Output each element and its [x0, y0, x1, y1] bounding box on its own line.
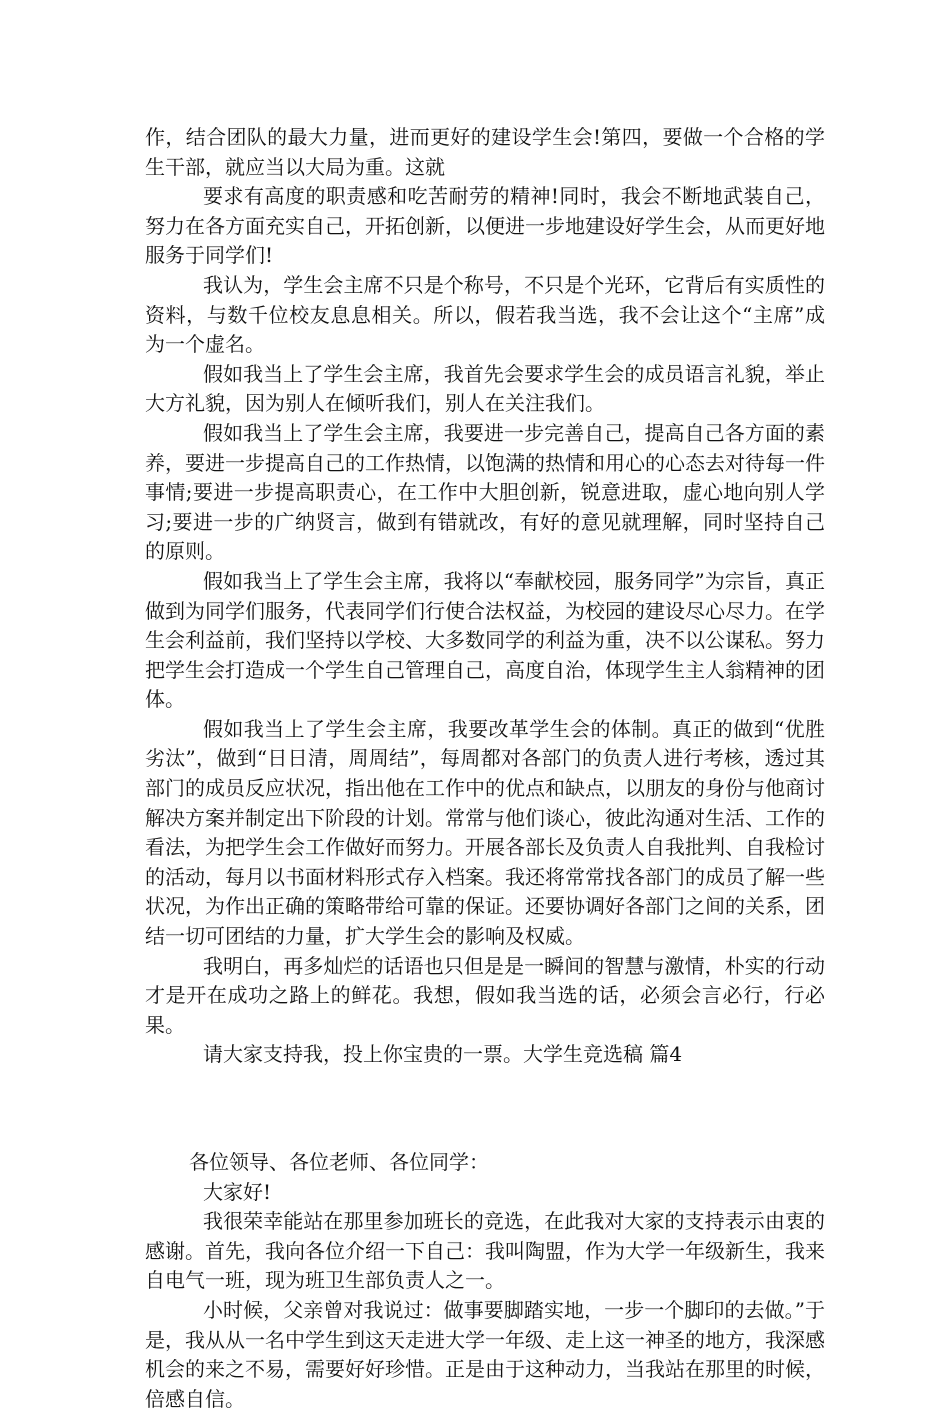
paragraph: 我明白，再多灿烂的话语也只但是是一瞬间的智慧与激情，朴实的行动才是开在成功之路上的鲜花。我想，假如我当选的话，必须会言必行，行必果。 — [145, 953, 825, 1037]
salutation: 各位领导、各位老师、各位同学： — [189, 1150, 489, 1174]
document-body — [145, 123, 825, 1414]
paragraph: 要求有高度的职责感和吃苦耐劳的精神!同时，我会不断地武装自己，努力在各方面充实自己，开拓创新，以便进一步地建设好学生会，从而更好地服务于同学们! — [145, 184, 825, 268]
section-spacer — [145, 1070, 825, 1148]
paragraph: 假如我当上了学生会主席，我将以“奉献校园，服务同学”为宗旨，真正做到为同学们服务，代表同学们行使合法权益，为校园的建设尽心尽力。在学生会利益前，我们坚持以学校、大多数同学的利益为重，决不以公谋私。努力把学生会打造成一个学生自己管理自己，高度自治，体现学生主人翁精神的团体。 — [145, 568, 825, 712]
paragraph: 我很荣幸能站在那里参加班长的竞选，在此我对大家的支持表示由衷的感谢。首先，我向各位介绍一下自己：我叫陶盟，作为大学一年级新生，我来自电气一班，现为班卫生部负责人之一。 — [145, 1209, 825, 1293]
paragraph: 假如我当上了学生会主席，我要进一步完善自己，提高自己各方面的素养，要进一步提高自己的工作热情，以饱满的热情和用心的心态去对待每一件事情;要进一步提高职责心，在工作中大胆创新，锐意进取，虚心地向别人学习;要进一步的广纳贤言，做到有错就改，有好的意见就理解，同时坚持自己的原则。 — [145, 420, 825, 564]
paragraph: 假如我当上了学生会主席，我要改革学生会的体制。真正的做到“优胜劣汰”，做到“日日清，周周结”，每周都对各部门的负责人进行考核，透过其部门的成员反应状况，指出他在工作中的优点和缺点，以朋友的身份与他商讨解决方案并制定出下阶段的计划。常常与他们谈心，彼此沟通对生活、工作的看法，为把学生会工作做好而努力。开展各部长及负责人自我批判、自我检讨的活动，每月以书面材料形式存入档案。我还将常常找各部门的成员了解一些状况，为作出正确的策略带给可靠的保证。还要协调好各部门之间的关系，团结一切可团结的力量，扩大学生会的影响及权威。 — [145, 716, 825, 949]
greeting: 大家好! — [203, 1179, 272, 1204]
paragraph-section-heading: 请大家支持我，投上你宝贵的一票。大学生竞选稿 篇4 — [203, 1042, 683, 1067]
paragraph-continuation: 作，结合团队的最大力量，进而更好的建设学生会!第四，要做一个合格的学生干部，就应当以大局为重。这就 — [145, 125, 825, 179]
paragraph: 假如我当上了学生会主席，我首先会要求学生会的成员语言礼貌，举止大方礼貌，因为别人在倾听我们，别人在关注我们。 — [145, 361, 825, 416]
paragraph: 我认为，学生会主席不只是个称号，不只是个光环，它背后有实质性的资料，与数千位校友息息相关。所以，假若我当选，我不会让这个“主席”成为一个虚名。 — [145, 272, 825, 357]
paragraph: 小时候，父亲曾对我说过：做事要脚踏实地，一步一个脚印的去做。”于是，我从从一名中学生到这天走进大学一年级、走上这一神圣的地方，我深感机会的来之不易，需要好好珍惜。正是由于这种动力，当我站在那里的时候，倍感自信。 — [145, 1297, 825, 1411]
